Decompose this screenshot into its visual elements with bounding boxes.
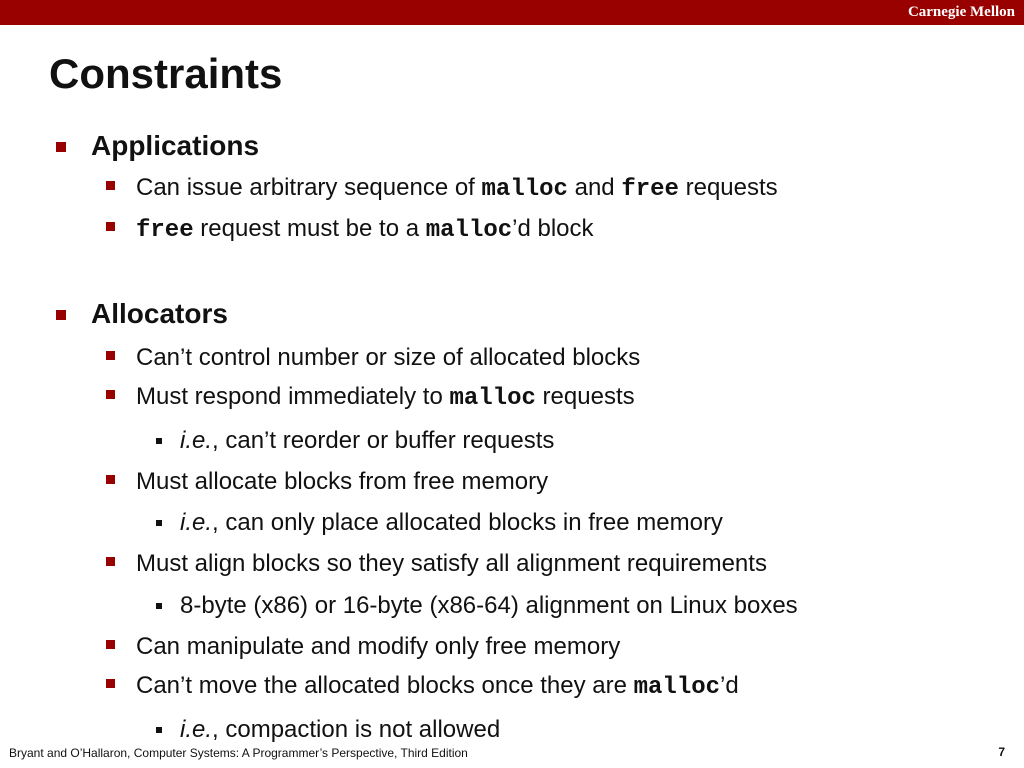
code-term: free [621, 176, 679, 203]
small-square-bullet-icon [156, 438, 162, 444]
small-square-bullet-icon [156, 727, 162, 733]
section-heading: Allocators [91, 298, 228, 329]
square-bullet-icon [56, 310, 66, 320]
footer-citation: Bryant and O’Hallaron, Computer Systems: A Programmer’s Perspective, Third Edition [9, 746, 468, 760]
code-term: malloc [449, 385, 536, 412]
code-term: malloc [425, 217, 513, 244]
square-bullet-icon [106, 679, 115, 688]
header-bar [0, 0, 1024, 25]
square-bullet-icon [106, 181, 115, 190]
square-bullet-icon [106, 557, 115, 566]
section-heading: Applications [91, 130, 260, 161]
page-number: 7 [998, 745, 1005, 759]
square-bullet-icon [56, 142, 66, 152]
code-term: malloc [481, 176, 568, 203]
square-bullet-icon [106, 390, 115, 399]
square-bullet-icon [106, 640, 115, 649]
university-logo-text: Carnegie Mellon [907, 4, 1015, 20]
small-square-bullet-icon [156, 520, 162, 526]
square-bullet-icon [106, 222, 115, 231]
code-term: free [136, 217, 194, 244]
code-term: malloc [633, 674, 721, 701]
slide-title: Constraints [49, 50, 283, 97]
square-bullet-icon [106, 475, 115, 484]
small-square-bullet-icon [156, 603, 162, 609]
square-bullet-icon [106, 351, 115, 360]
